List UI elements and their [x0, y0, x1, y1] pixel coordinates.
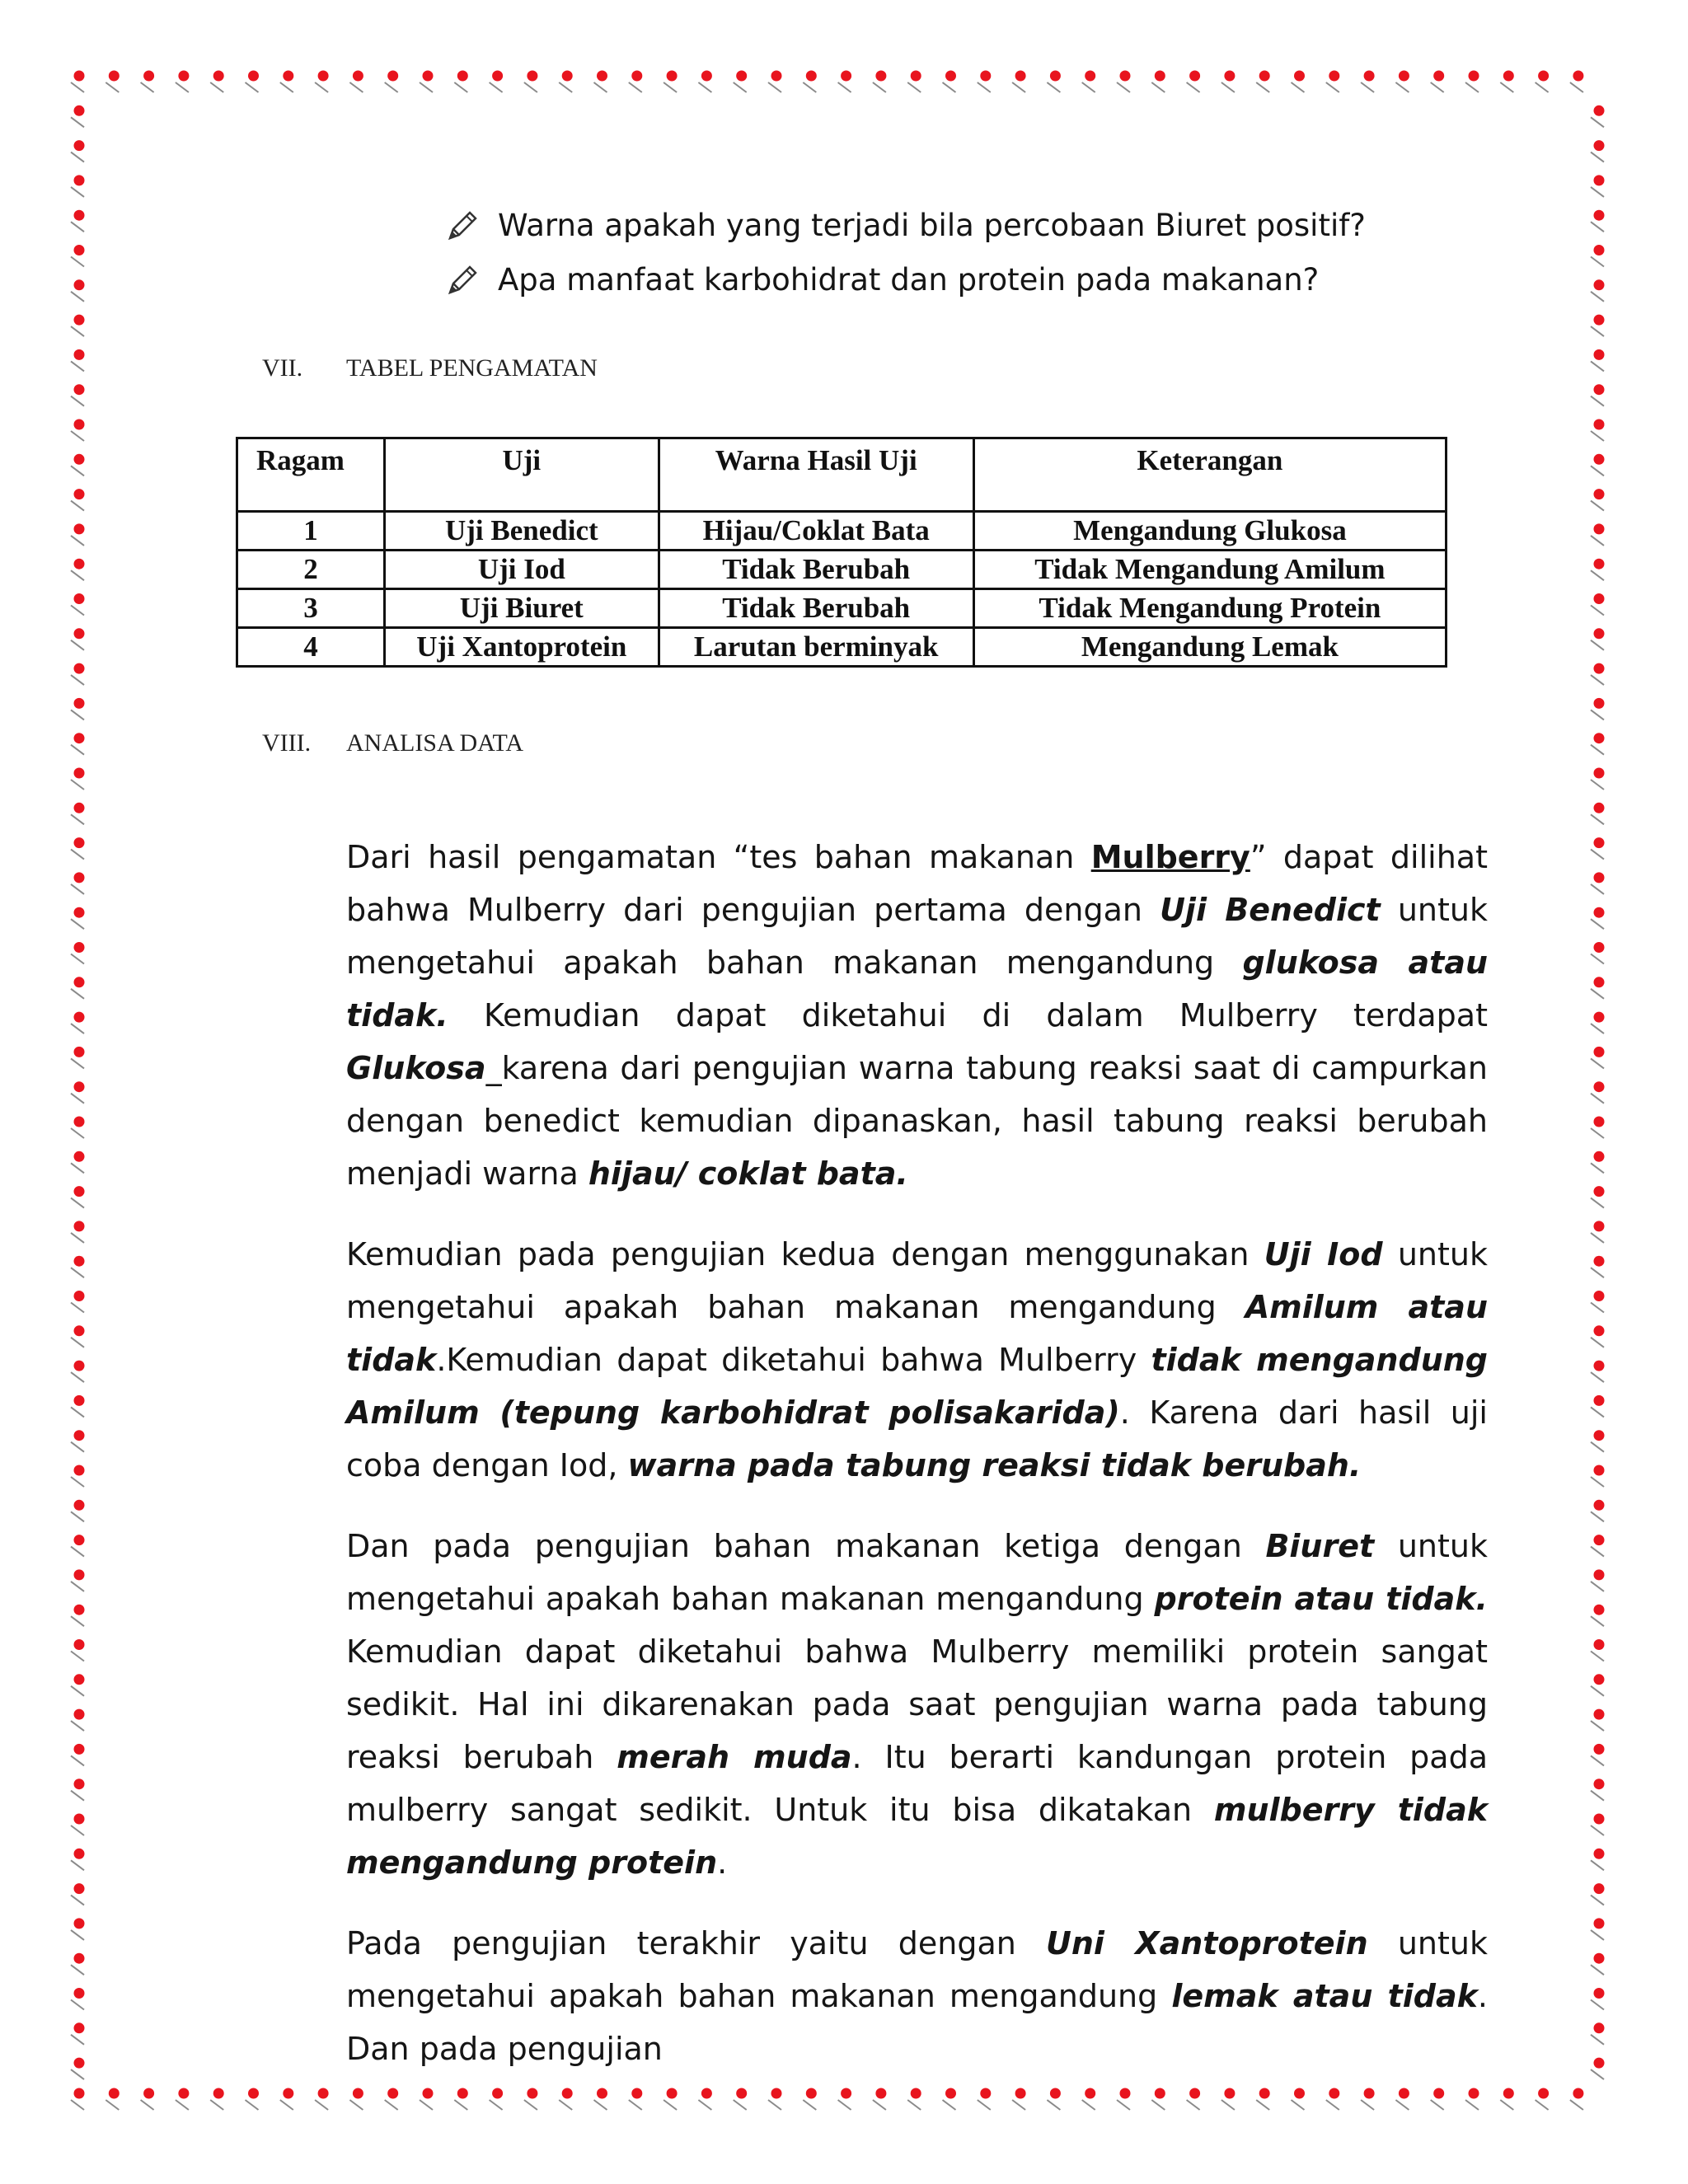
- question-item: [445, 252, 1517, 307]
- text-run-emphasis: Amilum atau tidak: [346, 1289, 1488, 1378]
- text-run: Pada pengujian terakhir yaitu dengan: [346, 1925, 1047, 1961]
- analysis-paragraph: [346, 1520, 1488, 1889]
- question-list: [445, 198, 1517, 307]
- text-run: Kemudian pada pengujian kedua dengan menggunakan: [346, 1236, 1264, 1272]
- text-run-emphasis: glukosa atau tidak.: [346, 944, 1489, 1033]
- analysis-paragraph: [346, 831, 1488, 1200]
- question-text: Warna apakah yang terjadi bila percobaan Biuret positif?: [498, 207, 1366, 243]
- table-cell: Tidak Berubah: [659, 551, 973, 589]
- table-cell: 1: [237, 512, 385, 551]
- pencil-icon: [445, 261, 481, 298]
- text-run: . Dan pada pengujian: [346, 1978, 1489, 2067]
- analysis-body: [346, 831, 1488, 2103]
- observation-table: [236, 437, 1447, 668]
- section-heading-analysis: [262, 729, 523, 757]
- table-cell: Uji Biuret: [385, 589, 659, 628]
- table-header: Keterangan: [973, 438, 1446, 512]
- text-run: Kemudian dapat diketahui di dalam Mulberry terdapat: [448, 997, 1488, 1033]
- table-header: Ragam: [237, 438, 385, 512]
- text-run-emphasis: warna pada tabung reaksi tidak berubah.: [627, 1447, 1362, 1483]
- table-row: [237, 551, 1447, 589]
- table-cell: Larutan berminyak: [659, 628, 973, 667]
- question-text: Apa manfaat karbohidrat dan protein pada makanan?: [498, 261, 1320, 298]
- text-run: Kemudian dapat diketahui bahwa Mulberry memiliki protein sangat sedikit. Hal ini dikarenakan pada saat pengujian warna pada tabung reaksi berubah: [346, 1633, 1488, 1775]
- question-item: [445, 198, 1517, 252]
- text-run: . Itu berarti kandungan protein pada mulberry sangat sedikit. Untuk itu bisa dikatakan: [346, 1739, 1488, 1828]
- table-header: Uji: [385, 438, 659, 512]
- text-run: untuk mengetahui apakah bahan makanan mengandung: [346, 1528, 1488, 1617]
- section-title: TABEL PENGAMATAN: [346, 354, 598, 382]
- text-run-emphasis: mulberry tidak mengandung protein: [346, 1792, 1488, 1881]
- text-run-emphasis: lemak atau tidak: [1171, 1978, 1478, 2014]
- table-cell: Uji Benedict: [385, 512, 659, 551]
- text-run: . Karena dari hasil uji coba dengan Iod,: [346, 1394, 1488, 1483]
- table-row: [237, 512, 1447, 551]
- text-run: untuk mengetahui apakah bahan makanan mengandung: [346, 1236, 1488, 1325]
- text-run-emphasis: protein atau tidak.: [1154, 1581, 1488, 1617]
- text-run: untuk mengetahui apakah bahan makanan mengandung: [346, 892, 1488, 981]
- table-cell: Tidak Berubah: [659, 589, 973, 628]
- text-run-emphasis: Uni Xantoprotein: [1046, 1925, 1368, 1961]
- table-cell: Hijau/Coklat Bata: [659, 512, 973, 551]
- section-title: ANALISA DATA: [346, 729, 524, 757]
- text-run: .: [717, 1844, 728, 1881]
- text-run: Dari hasil pengamatan “tes bahan makanan: [346, 839, 1091, 875]
- analysis-paragraph: [346, 1228, 1488, 1492]
- table-cell: Tidak Mengandung Protein: [973, 589, 1446, 628]
- section-number: VIII.: [262, 729, 312, 757]
- text-run: untuk mengetahui apakah bahan makanan mengandung: [346, 1925, 1488, 2014]
- table-cell: Uji Xantoprotein: [385, 628, 659, 667]
- table-header: Warna Hasil Uji: [659, 438, 973, 512]
- table-cell: Mengandung Lemak: [973, 628, 1446, 667]
- text-run-emphasis: merah muda: [617, 1739, 852, 1775]
- text-run-emphasis: Mulberry: [1090, 839, 1250, 875]
- text-run: .Kemudian dapat diketahui bahwa Mulberry: [436, 1342, 1151, 1378]
- pencil-icon: [445, 207, 481, 243]
- text-run: ” dapat dilihat bahwa Mulberry dari pengujian pertama dengan: [346, 839, 1488, 928]
- table-row: [237, 628, 1447, 667]
- text-run: Dan pada pengujian bahan makanan ketiga dengan: [346, 1528, 1266, 1564]
- text-run-emphasis: hijau/ coklat bata.: [588, 1155, 908, 1192]
- text-run-emphasis: Uji Benedict: [1160, 892, 1381, 928]
- text-run-emphasis: Biuret: [1265, 1528, 1375, 1564]
- text-run-emphasis: tidak mengandung Amilum (tepung karbohidrat polisakarida): [346, 1342, 1488, 1431]
- table-cell: Tidak Mengandung Amilum: [973, 551, 1446, 589]
- table-header-row: [237, 438, 1447, 512]
- text-run: _karena dari pengujian warna tabung reaksi saat di campurkan dengan benedict kemudian dipanaskan, hasil tabung reaksi berubah menjadi warna: [346, 1050, 1488, 1192]
- text-run-emphasis: Uji Iod: [1264, 1236, 1383, 1272]
- analysis-paragraph: [346, 1917, 1488, 2075]
- text-run-emphasis: Glukosa: [346, 1050, 486, 1086]
- table-cell: Uji Iod: [385, 551, 659, 589]
- table-row: [237, 589, 1447, 628]
- section-heading-observation: [262, 354, 598, 382]
- table-cell: Mengandung Glukosa: [973, 512, 1446, 551]
- table-cell: 4: [237, 628, 385, 667]
- table-cell: 2: [237, 551, 385, 589]
- table-cell: 3: [237, 589, 385, 628]
- section-number: VII.: [262, 354, 303, 382]
